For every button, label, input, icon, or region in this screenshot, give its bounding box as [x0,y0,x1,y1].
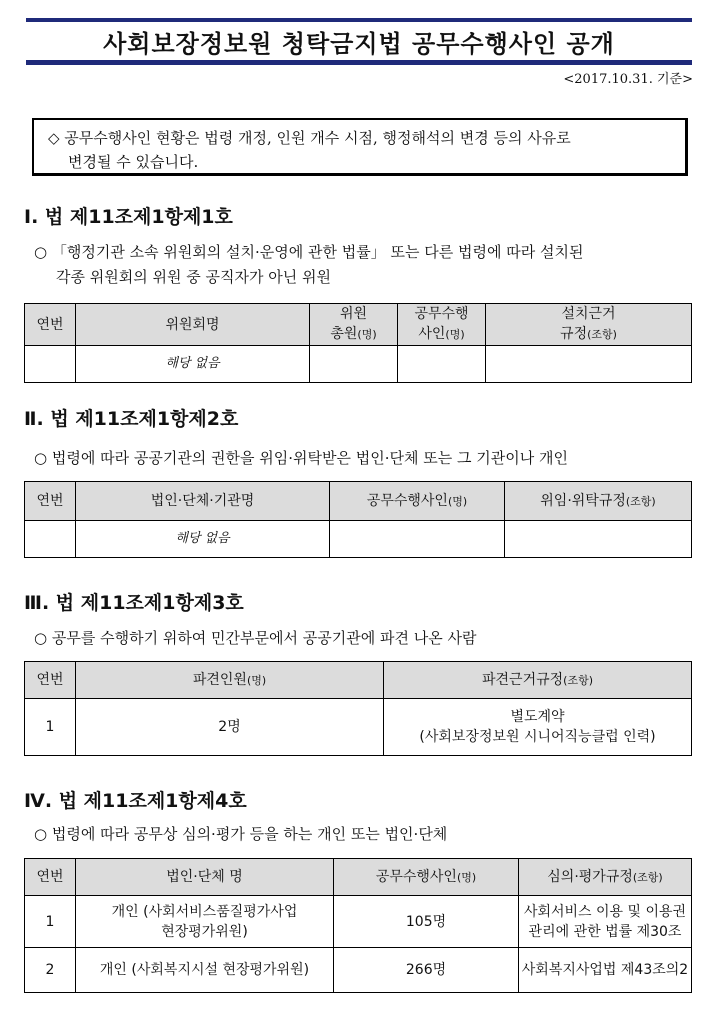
section-4-description [34,822,447,847]
cell-name-line-2: 현장평가위원) [161,923,248,940]
section-2-heading: Ⅱ. 법 제11조제1항제2호 [24,408,239,430]
col-header-committee-name: 위원회명 [76,304,310,346]
col-header-basis [519,859,692,896]
section-4-table [24,858,692,993]
header-count-label: 공무수행사인 [375,868,457,885]
cell-no: 1 [25,896,76,948]
col-header-basis [384,662,692,699]
header-basis-line-2 [486,324,691,345]
col-header-private-count [398,304,486,346]
cell-count: 266명 [334,948,519,993]
cell-no: 1 [25,699,76,756]
cell-basis-line-2: (사회보장정보원 시니어직능클럽 인력) [419,729,656,745]
cell-no: 2 [25,948,76,993]
table-row [25,948,692,993]
title-block [26,0,692,66]
col-header-dispatch-count [76,662,384,699]
cell-basis: 사회복지사업법 제43조의2 [519,948,692,993]
cell-total [310,346,398,383]
cell-name [76,896,334,948]
cell-name: 개인 (사회복지시설 현장평가위원) [76,948,334,993]
header-total-label: 총원 [330,326,358,342]
cell-basis [486,346,692,383]
col-header-no: 연번 [25,304,76,346]
header-total-line-2 [310,324,397,345]
header-count-label: 공무수행사인 [366,492,448,509]
page-title: 사회보장정보원 청탁금지법 공무수행사인 공개 [103,30,615,58]
section-1-desc-line-1: ○ 「행정기관 소속 위원회의 설치·운영에 관한 법률」 또는 다른 법령에 따라 설치된 [34,243,584,261]
table-header-row [25,482,692,521]
col-header-no: 연번 [25,662,76,699]
header-basis-unit: (조항) [563,673,593,687]
cell-basis-line-1: 사회서비스 이용 및 이용권 [523,903,687,920]
col-header-total-members [310,304,398,346]
header-count-label: 사인 [418,326,446,342]
title-rule-top [26,18,692,22]
table-row [25,521,692,558]
cell-no [25,521,76,558]
col-header-basis [505,482,692,521]
cell-name-line-1: 개인 (사회서비스품질평가사업 [111,903,298,920]
header-count-unit: (명) [456,870,477,884]
cell-basis [519,896,692,948]
table-header-row [25,859,692,896]
col-header-org-name: 법인·단체 명 [76,859,334,896]
cell-no [25,346,76,383]
table-row [25,699,692,756]
section-1-table [24,303,692,383]
section-1-heading: Ⅰ. 법 제11조제1항제1호 [24,206,233,228]
header-basis-unit: (조항) [632,870,663,884]
table-row [25,346,692,383]
table-header-row [25,662,692,699]
table-row [25,896,692,948]
section-1-description [34,240,584,290]
cell-count: 105명 [334,896,519,948]
cell-count [330,521,505,558]
cell-basis [384,699,692,756]
header-basis-label: 위임·위탁규정 [540,492,626,509]
col-header-private-count [330,482,505,521]
col-header-basis [486,304,692,346]
notice-line-1: ◇ 공무수행사인 현황은 법령 개정, 인원 개수 시점, 행정해석의 변경 등의 사유로 [48,129,571,147]
header-basis-unit: (조항) [587,328,617,341]
cell-name: 해당 없음 [76,346,310,383]
section-3-table [24,661,692,756]
col-header-no: 연번 [25,482,76,521]
header-count-unit: (명) [447,494,468,508]
col-header-no: 연번 [25,859,76,896]
section-4-desc-line-1: ○ 법령에 따라 공무상 심의·평가 등을 하는 개인 또는 법인·단체 [34,825,448,843]
table-header-row [25,304,692,346]
header-basis-label: 파견근거규정 [482,671,564,688]
cell-basis [505,521,692,558]
col-header-org-name: 법인·단체·기관명 [76,482,330,521]
section-1-desc-line-2: 각종 위원회의 위원 중 공직자가 아닌 위원 [56,268,331,286]
section-2-desc-line-1: ○ 법령에 따라 공공기관의 권한을 위임·위탁받은 법인·단체 또는 그 기관이나 개인 [34,449,568,467]
section-3-heading: Ⅲ. 법 제11조제1항제3호 [24,592,244,614]
notice-box [32,118,688,176]
header-total-line-1: 위원 [339,306,368,322]
header-basis-label: 규정 [560,326,588,342]
col-header-private-count [334,859,519,896]
header-count-unit: (명) [445,328,465,341]
cell-count [398,346,486,383]
header-basis-label: 심의·평가규정 [547,868,633,885]
header-count-label: 파견인원 [192,671,247,688]
cell-basis-line-1: 별도계약 [510,709,565,725]
header-count-line-2 [398,324,485,345]
section-3-description [34,626,476,651]
title-rule-bottom [26,60,692,65]
cell-name: 해당 없음 [76,521,330,558]
notice-line-2: 변경될 수 있습니다. [68,153,199,171]
reference-date: <2017.10.31. 기준> [563,72,693,87]
section-4-heading: Ⅳ. 법 제11조제1항제4호 [24,790,247,812]
header-basis-unit: (조항) [625,494,656,508]
header-basis-line-1: 설치근거 [561,306,616,322]
section-3-desc-line-1: ○ 공무를 수행하기 위하여 민간부문에서 공공기관에 파견 나온 사람 [34,629,477,647]
header-count-unit: (명) [246,673,267,687]
header-count-line-1: 공무수행 [414,306,469,322]
header-total-unit: (명) [357,328,377,341]
section-2-description [34,446,568,471]
cell-basis-line-2: 관리에 관한 법률 제30조 [528,923,682,940]
section-2-table [24,481,692,558]
cell-count: 2명 [76,699,384,756]
